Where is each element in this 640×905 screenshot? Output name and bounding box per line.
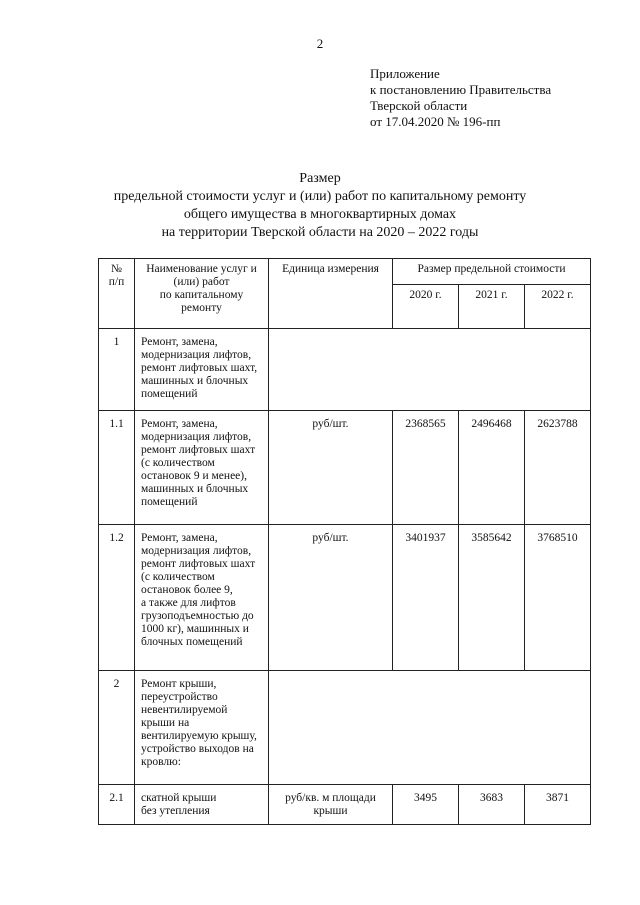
table-row xyxy=(99,411,591,525)
row-empty-span xyxy=(269,329,591,411)
row-value-2022: 3871 xyxy=(525,785,591,825)
document-title xyxy=(0,170,640,242)
appendix-line-3: Тверской области xyxy=(370,98,468,113)
header-cost: Размер предельной стоимости xyxy=(393,259,591,285)
row-name: Ремонт крыши, переустройство невентилируемой крыши на вентилируемую крышу, устройство выходов на кровлю: xyxy=(135,671,269,785)
header-num: № п/п xyxy=(99,259,135,329)
row-value-2020: 3401937 xyxy=(393,525,459,671)
row-value-2022: 2623788 xyxy=(525,411,591,525)
row-value-2020: 3495 xyxy=(393,785,459,825)
page-number: 2 xyxy=(316,36,324,51)
title-line-4: на территории Тверской области на 2020 – 2022 годы xyxy=(161,225,479,240)
row-value-2021: 3585642 xyxy=(459,525,525,671)
header-year-2020: 2020 г. xyxy=(393,285,459,329)
header-name: Наименование услуг и (или) работ по капитальному ремонту xyxy=(135,259,269,329)
row-name: скатной крыши без утепления xyxy=(135,785,269,825)
row-unit: руб/шт. xyxy=(269,411,393,525)
row-number: 2 xyxy=(99,671,135,785)
appendix-line-1: Приложение xyxy=(370,66,440,81)
appendix-line-2: к постановлению Правительства xyxy=(370,82,552,97)
appendix-line-4: от 17.04.2020 № 196-пп xyxy=(370,114,501,129)
row-number: 2.1 xyxy=(99,785,135,825)
table-row xyxy=(99,329,591,411)
row-empty-span xyxy=(269,671,591,785)
row-value-2022: 3768510 xyxy=(525,525,591,671)
row-name: Ремонт, замена, модернизация лифтов, ремонт лифтовых шахт, машинных и блочных помещений xyxy=(135,329,269,411)
appendix-block xyxy=(370,66,630,130)
row-number: 1.1 xyxy=(99,411,135,525)
row-name: Ремонт, замена, модернизация лифтов, ремонт лифтовых шахт (с количеством остановок более 9, а также для лифтов грузоподъемностью до 1000 кг), машинных и блочных помещений xyxy=(135,525,269,671)
table-row xyxy=(99,525,591,671)
title-line-3: общего имущества в многоквартирных домах xyxy=(183,207,457,222)
title-line-2: предельной стоимости услуг и (или) работ по капитальному ремонту xyxy=(113,189,527,204)
row-unit: руб/кв. м площади крыши xyxy=(269,785,393,825)
row-number: 1 xyxy=(99,329,135,411)
table-row xyxy=(99,785,591,825)
table-row xyxy=(99,671,591,785)
row-value-2021: 2496468 xyxy=(459,411,525,525)
header-year-2022: 2022 г. xyxy=(525,285,591,329)
row-name: Ремонт, замена, модернизация лифтов, ремонт лифтовых шахт (с количеством остановок 9 и менее), машинных и блочных помещений xyxy=(135,411,269,525)
row-value-2021: 3683 xyxy=(459,785,525,825)
row-unit: руб/шт. xyxy=(269,525,393,671)
title-line-1: Размер xyxy=(299,171,341,186)
row-value-2020: 2368565 xyxy=(393,411,459,525)
cost-table xyxy=(98,258,591,825)
header-unit: Единица измерения xyxy=(269,259,393,329)
row-number: 1.2 xyxy=(99,525,135,671)
header-year-2021: 2021 г. xyxy=(459,285,525,329)
